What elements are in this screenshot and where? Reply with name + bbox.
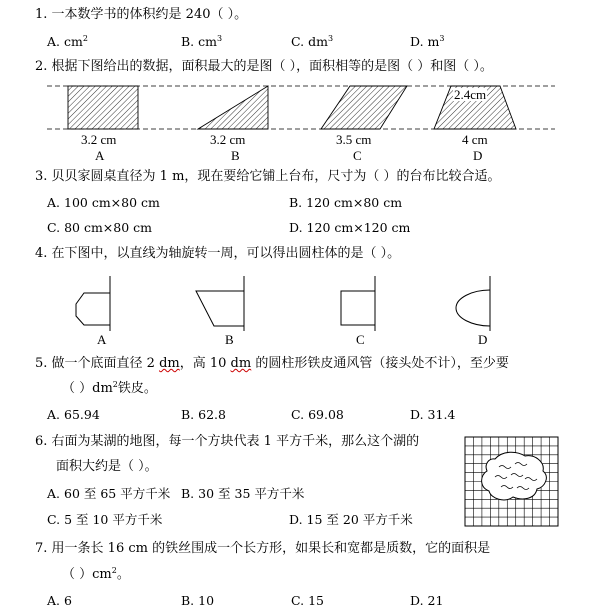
question-1-stem: 1. 一本数学书的体积约是 240（ ）。 — [35, 7, 248, 22]
q1-option-d[interactable]: D. $m^3$ — [410, 34, 445, 49]
q2-figure-c-dimension: 3.5 cm — [336, 132, 372, 147]
q2-figure-b-dimension: 3.2 cm — [210, 132, 246, 147]
q4-label-b: B — [225, 332, 234, 347]
q2-figure-a-label: A — [95, 148, 105, 163]
question-3-stem: 3. 贝贝家圆桌直径为 1 m，现在要给它铺上台布，尺寸为（ ）的台布比较合适。 — [35, 169, 501, 184]
q6-option-b[interactable]: B. 30 至 35 平方千米 — [181, 486, 305, 501]
q3-option-b[interactable]: B. 120 cm×80 cm — [289, 195, 403, 210]
q2-figure-d-top-dimension: 2.4cm — [454, 87, 487, 102]
q6-option-a[interactable]: A. 60 至 65 平方千米 — [47, 486, 171, 501]
q6-lake-map — [465, 437, 558, 526]
q4-d-shape — [456, 290, 490, 326]
q1-option-b[interactable]: B. $cm^3$ — [181, 34, 223, 49]
q7-option-a[interactable]: A. 6 — [47, 593, 72, 608]
q3-option-d[interactable]: D. 120 cm×120 cm — [289, 220, 411, 235]
q7-option-b[interactable]: B. 10 — [181, 593, 215, 608]
q5-option-d[interactable]: D. 31.4 — [410, 407, 456, 422]
q1-option-a[interactable]: A. $cm^2$ — [47, 34, 88, 49]
question-2-stem: 2. 根据下图给出的数据，面积最大的是图（ ），面积相等的是图（ ）和图（ ）。 — [35, 59, 493, 74]
q3-option-a[interactable]: A. 100 cm×80 cm — [47, 195, 160, 210]
q2-figure-a-dimension: 3.2 cm — [81, 132, 117, 147]
q4-b-shape — [196, 291, 244, 326]
q1-option-c[interactable]: C. $dm^3$ — [291, 34, 334, 49]
q4-label-a: A — [97, 332, 107, 347]
q4-a-shape — [76, 293, 110, 325]
q2-figure-d-dimension: 4 cm — [462, 132, 488, 147]
q6-option-c[interactable]: C. 5 至 10 平方千米 — [47, 512, 163, 527]
question-7-stem: 7. 用一条长 16 cm 的铁丝围成一个长方形，如果长和宽都是质数，它的面积是 — [35, 541, 491, 556]
q4-label-c: C — [356, 332, 365, 347]
question-5-line2: （ ）$dm^2$铁皮。 — [62, 380, 157, 396]
q2-figure-d-label: D — [473, 148, 483, 163]
q7-option-d[interactable]: D. 21 — [410, 593, 444, 608]
q6-option-d[interactable]: D. 15 至 20 平方千米 — [289, 512, 413, 527]
question-7-line2: （ ）$cm^2$。 — [62, 566, 130, 582]
question-6-line2: 面积大约是（ ）。 — [56, 459, 158, 474]
q2-figure-b-label: B — [231, 148, 240, 163]
q2-figure-c-label: C — [353, 148, 362, 163]
question-4-stem: 4. 在下图中，以直线为轴旋转一周，可以得出圆柱体的是（ ）。 — [35, 246, 401, 261]
q4-label-d: D — [478, 332, 488, 347]
q5-option-b[interactable]: B. 62.8 — [181, 407, 226, 422]
question-5-stem: 5. 做一个底面直径 2 dm，高 10 dm 的圆柱形铁皮通风管（接头处不计），至少要 — [35, 356, 509, 371]
q5-option-a[interactable]: A. 65.94 — [47, 407, 100, 422]
q3-option-c[interactable]: C. 80 cm×80 cm — [47, 220, 153, 235]
q7-option-c[interactable]: C. 15 — [291, 593, 324, 608]
q5-option-c[interactable]: C. 69.08 — [291, 407, 344, 422]
question-6-stem: 6. 右面为某湖的地图，每一个方块代表 1 平方千米，那么这个湖的 — [35, 434, 420, 449]
q4-c-shape — [341, 291, 375, 325]
